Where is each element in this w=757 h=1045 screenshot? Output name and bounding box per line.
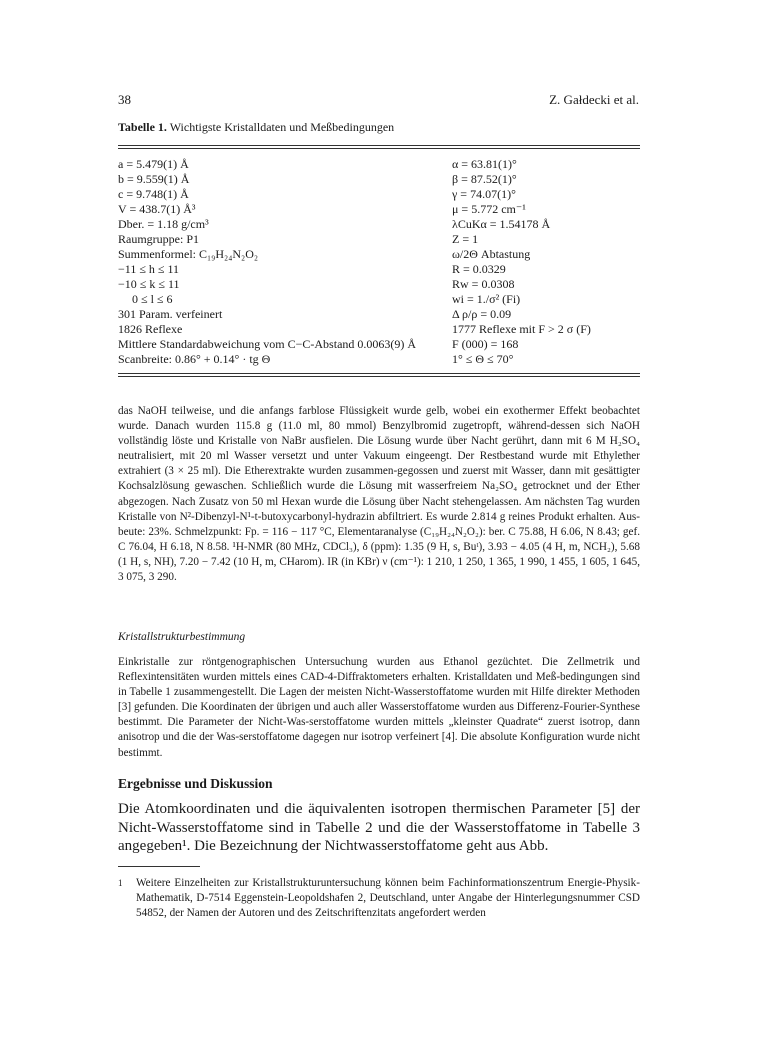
table-cell-right: Rw = 0.0308 (452, 277, 515, 291)
table-cell-right: Z = 1 (452, 232, 479, 246)
footnote (118, 876, 640, 921)
table-cell-left: V = 438.7(1) Å³ (118, 202, 196, 216)
table-cell-right: F (000) = 168 (452, 337, 519, 351)
body-paragraph: das NaOH teilweise, und die anfangs farblose Flüssigkeit wurde gelb, wobei ein exothermer Effekt beobachtet wurde. Danach wurden 115.8 g (11.0 ml, 80 mmol) Benzylbromid zugetropft, während-dessen sich NaOH vollständig löste und Kristalle von NaBr ausfielen. Die Lösung wurde über Nacht gerührt, dann mit 6 M H₂SO₄ neutralisiert, mit 20 ml Wasser versetzt und unter Vakuum eingeengt. Der Restbestand wurde mit Ethylether extrahiert (3 × 25 ml). Die Etherextrakte wurden zusammen-gegossen und zuerst mit Wasser, dann mit gesättigter Kochsalzlösung gewaschen. Schließlich wurde die Lösung mit wasserfreiem Na₂SO₄ getrocknet und der Ether abgezogen. Nach Zusatz von 50 ml Hexan wurde die Lösung über Nacht stehengelassen. Am nächsten Tag wurden Kristalle von N²-Dibenzyl-N¹-t-butoxycarbonyl-hydrazin abfiltriert. Es wurde 2.814 g reines Produkt erhalten. Aus-beute: 23%. Schmelzpunkt: Fp. = 116 − 117 °C, Elementaranalyse (C₁₉H₂₄N₂O₂): ber. C 75.88, H 6.06, N 8.43; gef. C 76.04, H 6.18, N 8.58. ¹H-NMR (80 MHz, CDCl₃), δ (ppm): 1.35 (9 H, s, Buᵗ), 3.93 − 4.05 (4 H, m, NCH₂), 5.68 (1 H, s, NH), 7.20 − 7.42 (10 H, m, CHarom). IR (in KBr) ν (cm⁻¹): 1 210, 1 250, 1 365, 1 990, 1 455, 1 605, 1 645, 3 075, 3 290. (118, 405, 640, 584)
table-cell-left: c = 9.748(1) Å (118, 187, 189, 201)
table-row (118, 157, 640, 171)
table-row (118, 277, 640, 291)
table-cell-left: −11 ≤ h ≤ 11 (118, 262, 180, 276)
page-number: 38 (118, 92, 131, 107)
table-cell-right: μ = 5.772 cm⁻¹ (452, 202, 526, 216)
table-cell-left: Dber. = 1.18 g/cm³ (118, 217, 209, 231)
footnote-rule (118, 866, 200, 867)
table-cell-right: wi = 1./σ² (Fi) (452, 292, 521, 306)
table-cell-left: Mittlere Standardabweichung vom C−C-Abstand 0.0063(9) Å (118, 337, 417, 351)
table-row (118, 172, 640, 186)
table-row (118, 262, 640, 276)
table-cell-left: −10 ≤ k ≤ 11 (118, 277, 180, 291)
table-cell-right: ω/2Θ Abtastung (452, 247, 531, 261)
table-cell-right: β = 87.52(1)° (452, 172, 517, 186)
table-cell-left: a = 5.479(1) Å (118, 157, 189, 171)
table-cell-right: γ = 74.07(1)° (452, 187, 516, 201)
table-row (118, 307, 640, 321)
footnote-mark: 1 (118, 878, 123, 888)
table-caption-text: Wichtigste Kristalldaten und Meßbedingungen (169, 120, 395, 134)
table-row (118, 337, 640, 351)
table-cell-right: R = 0.0329 (452, 262, 506, 276)
table-row (118, 247, 640, 261)
table-cell-right: 1777 Reflexe mit F > 2 σ (F) (452, 322, 591, 336)
body-paragraph-large: Die Atomkoordinaten und die äquivalenten isotropen thermischen Parameter [5] der Nicht-Wasserstoffatome sind in Tabelle 2 und die der Wasserstoffatome in Tabelle 3 angegeben¹. Die Bezeichnung der Nichtwasserstoffatome geht aus Abb. (118, 801, 640, 855)
table-cell-left: 1826 Reflexe (118, 322, 183, 336)
section-heading: Ergebnisse und Diskussion (118, 776, 273, 791)
table-cell-right: λCuKα = 1.54178 Å (452, 217, 551, 231)
table-top-rule (118, 145, 640, 146)
table-caption-label: Tabelle 1. (118, 120, 167, 134)
body-paragraph: Einkristalle zur röntgenographischen Untersuchung wurden aus Ethanol gezüchtet. Die Zellmetrik und Reflexintensitäten wurden mittels eines CAD-4-Diffraktometers erhalten. Kristalldaten und Meß-bedingungen sind in Tabelle 1 zusammengestellt. Die Lagen der meisten Nicht-Wasserstoffatome wurden mit Hilfe direkter Methoden [3] gefunden. Die Koordinaten der übrigen und auch aller Wasserstoffatome wurden aus Differenz-Fourier-Synthese bestimmt. Die Parameter der Nicht-Was-serstoffatome wurden mittels „kleinster Quadrate“ zuerst isotrop, dann anisotrop und die der Was-serstoffatome dagegen nur isotrop verfeinert [4]. Die absolute Konfiguration wurde nicht bestimmt. (118, 656, 640, 759)
footnote-text: Weitere Einzelheiten zur Kristallstrukturuntersuchung können beim Fachinformationszentrum Energie-Physik-Mathematik, D-7514 Eggenstein-Leopoldshafen 2, Deutschland, unter Angabe der Hinterlegungsnummer CSD 54852, der Namen der Autoren und des Zeitschriftenzitats angefordert werden (136, 877, 640, 919)
table-bottom-rule (118, 373, 640, 374)
table-row (118, 292, 640, 306)
table-cell-left: b = 9.559(1) Å (118, 172, 190, 186)
table-bottom-rule-inner (118, 376, 640, 377)
table-cell-right: Δ ρ/ρ = 0.09 (452, 307, 512, 321)
table-row (118, 217, 640, 231)
table-row (118, 322, 640, 336)
table-cell-right: α = 63.81(1)° (452, 157, 517, 171)
subsection-title: Kristallstrukturbestimmung (118, 631, 246, 643)
table-cell-left: Scanbreite: 0.86° + 0.14° · tg Θ (118, 352, 271, 366)
table-row (118, 352, 640, 366)
table-row (118, 187, 640, 201)
table-cell-left: Summenformel: C₁₉H₂₄N₂O₂ (118, 247, 259, 261)
table-row (118, 202, 640, 216)
table-cell-left: 301 Param. verfeinert (118, 307, 223, 321)
table-cell-left: Raumgruppe: P1 (118, 232, 199, 246)
table-cell-right: 1° ≤ Θ ≤ 70° (452, 352, 514, 366)
table-row (118, 232, 640, 246)
table-cell-left: 0 ≤ l ≤ 6 (132, 292, 173, 306)
running-head: Z. Gałdecki et al. (549, 92, 639, 107)
table-caption (118, 120, 394, 135)
table-top-rule-inner (118, 148, 640, 149)
